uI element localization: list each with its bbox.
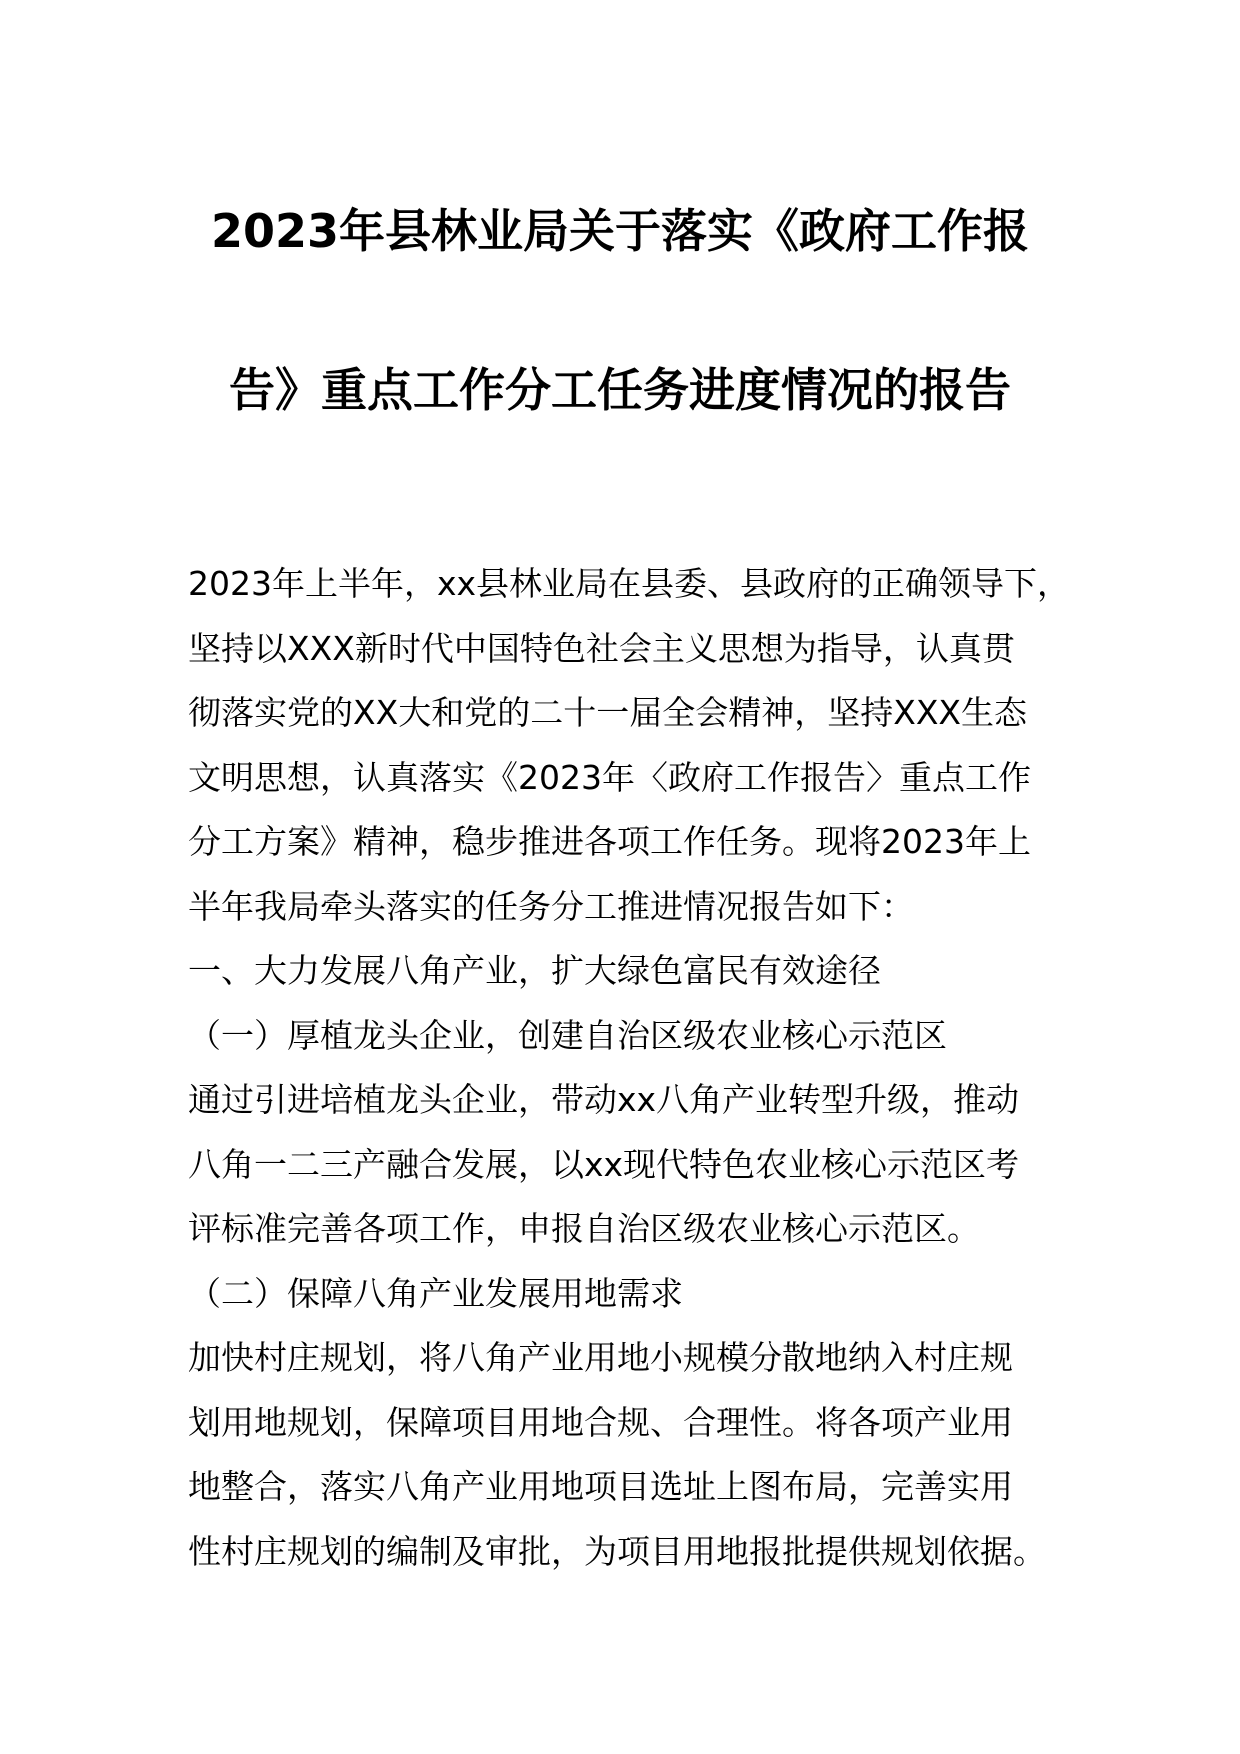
body-line-2: 坚持以XXX新时代中国特色社会主义思想为指导，认真贯 [188, 628, 1015, 668]
subsection-heading-2: （二）保障八角产业发展用地需求 [188, 1273, 683, 1313]
body-line-12: 地整合，落实八角产业用地项目选址上图布局，完善实用 [188, 1467, 1013, 1506]
body-line-8: 八角一二三产融合发展，以xx现代特色农业核心示范区考 [188, 1144, 1020, 1184]
document-title-line-2: 告》重点工作分工任务进度情况的报告 [229, 363, 1011, 417]
body-line-4: 文明思想，认真落实《2023年〈政府工作报告〉重点工作 [188, 757, 1031, 797]
body-line-11: 划用地规划，保障项目用地合规、合理性。将各项产业用 [188, 1402, 1013, 1442]
subsection-heading-1: （一）厚植龙头企业，创建自治区级农业核心示范区 [188, 1015, 947, 1055]
body-line-6: 半年我局牵头落实的任务分工推进情况报告如下： [188, 886, 914, 926]
section-heading-1: 一、大力发展八角产业，扩大绿色富民有效途径 [188, 951, 881, 990]
body-line-7: 通过引进培植龙头企业，带动xx八角产业转型升级，推动 [188, 1080, 1020, 1119]
document-body [188, 552, 1088, 1584]
body-line-10: 加快村庄规划，将八角产业用地小规模分散地纳入村庄规 [188, 1338, 1013, 1377]
body-line-9: 评标准完善各项工作，申报自治区级农业核心示范区。 [188, 1209, 980, 1248]
body-line-5: 分工方案》精神，稳步推进各项工作任务。现将2023年上 [188, 822, 1031, 861]
body-line-1: 2023年上半年，xx县林业局在县委、县政府的正确领导下， [188, 564, 1071, 603]
document-title-line-1: 2023年县林业局关于落实《政府工作报 [210, 204, 1030, 258]
body-line-13: 性村庄规划的编制及审批，为项目用地报批提供规划依据。 [188, 1531, 1046, 1571]
body-line-3: 彻落实党的XX大和党的二十一届全会精神，坚持XXX生态 [188, 693, 1028, 732]
